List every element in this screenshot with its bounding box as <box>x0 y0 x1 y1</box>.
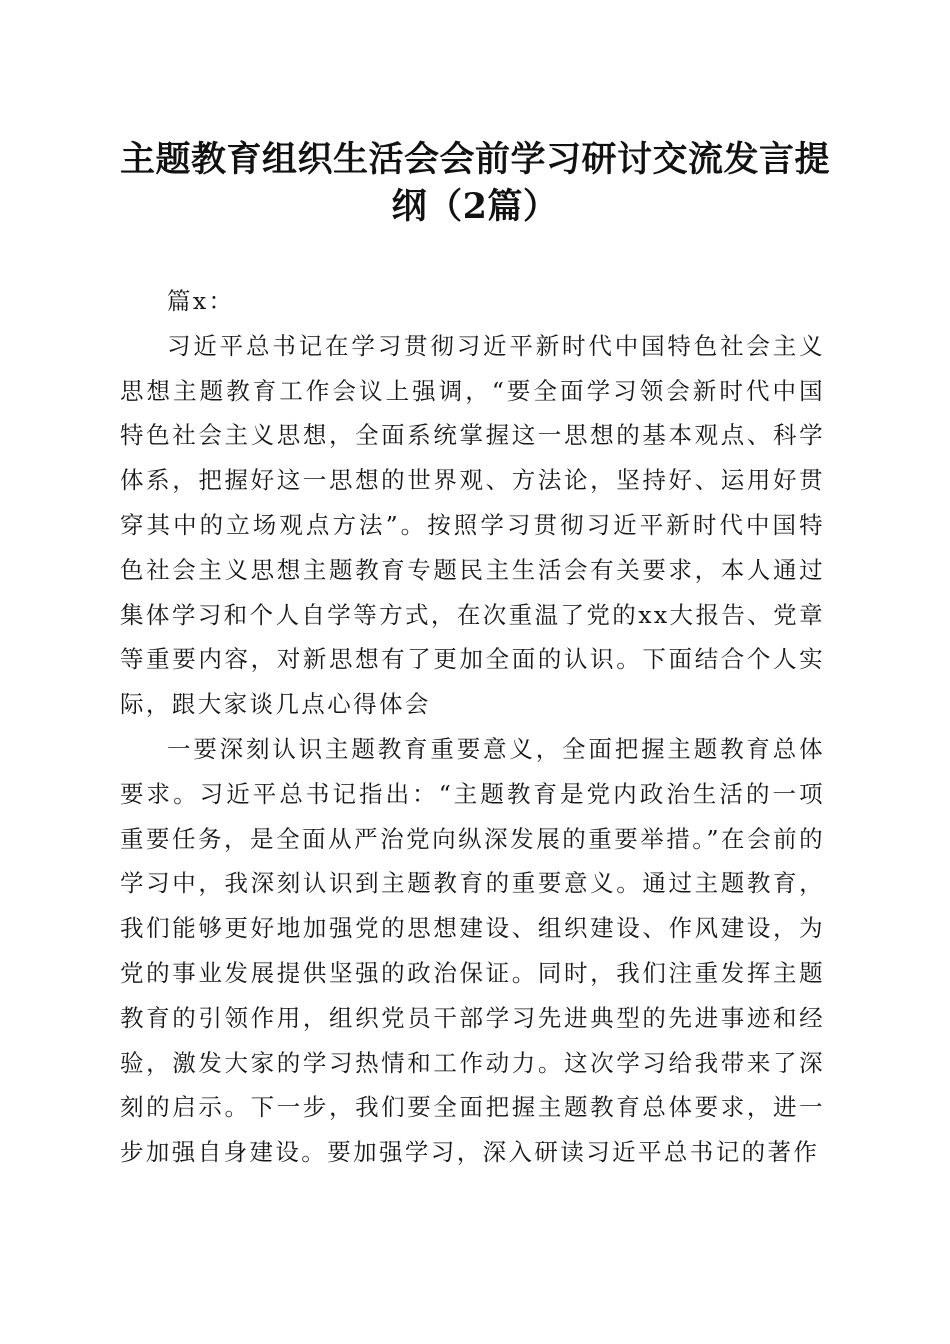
document-title: 主题教育组织生活会会前学习研讨交流发言提纲（2篇） <box>119 139 830 227</box>
body-paragraph: 习近平总书记在学习贯彻习近平新时代中国特色社会主义思想主题教育工作会议上强调，“要全面学习领会新时代中国特色社会主义思想，全面系统掌握这一思想的基本观点、科学体系，把握好这一思想的世界观、方法论，坚持好、运用好贯穿其中的立场观点方法”。按照学习贯彻习近平新时代中国特色社会主义思想主题教育专题民主生活会有关要求，本人通过集体学习和个人自学等方式，在次重温了党的xx大报告、党章等重要内容，对新思想有了更加全面的认识。下面结合个人实际，跟大家谈几点心得体会 <box>120 331 825 719</box>
document-body <box>120 279 825 1175</box>
body-paragraph: 一要深刻认识主题教育重要意义，全面把握主题教育总体要求。习近平总书记指出：“主题教育是党内政治生活的一项重要任务，是全面从严治党向纵深发展的重要举措。”在会前的学习中，我深刻认识到主题教育的重要意义。通过主题教育，我们能够更好地加强党的思想建设、组织建设、作风建设，为党的事业发展提供坚强的政治保证。同时，我们注重发挥主题教育的引领作用，组织党员干部学习先进典型的先进事迹和经验，激发大家的学习热情和工作动力。这次学习给我带来了深刻的启示。下一步，我们要全面把握主题教育总体要求，进一步加强自身建设。要加强学习，深入研读习近平总书记的著作 <box>120 734 825 1167</box>
section-label: 篇x： <box>167 287 235 315</box>
